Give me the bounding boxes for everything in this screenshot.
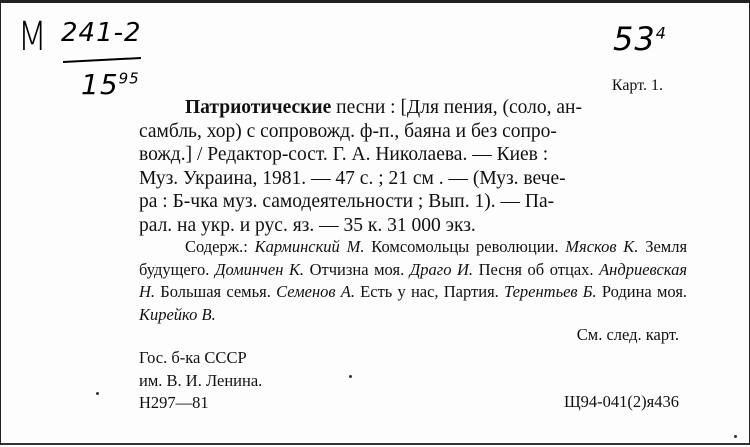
contents-author: Терентьев Б. [503, 282, 597, 301]
handwritten-number-sup: 4 [655, 23, 667, 43]
classification-code: Щ94-041(2)я436 [564, 392, 679, 411]
contents-author: Семенов А. [276, 282, 355, 301]
entry-line-6: рал. на укр. и рус. яз. — 35 к. 31 000 экз. [139, 214, 476, 236]
library-line-2: им. В. И. Ленина. [139, 370, 263, 390]
library-imprint [139, 347, 262, 415]
contents-author: Андриевская Н. [139, 259, 688, 301]
see-next-card: См. след. карт. [576, 325, 679, 344]
entry-line-3: вожд.] / Редактор-сост. Г. А. Николаева. — Киев : [139, 144, 549, 165]
contents-title: Комсомольцы революции. [371, 237, 559, 256]
contents-label: Содерж.: [185, 237, 248, 256]
library-line-1: Гос. б-ка СССР [139, 348, 247, 367]
contents-title: Родина моя. [601, 282, 688, 301]
card-top-edge [1, 0, 750, 3]
entry-line-2: самбль, хор) с сопровожд. ф-п., баяна и без сопро- [139, 120, 557, 142]
entry-line-5: ра : Б-чка муз. самодеятельности ; Вып. 1). — Па- [139, 191, 555, 212]
handwritten-call-bottom-main: 15 [81, 68, 119, 101]
contents-title: Песня об отцах. [478, 259, 594, 279]
contents-author: Мясков К. [565, 237, 639, 256]
handwritten-call-bottom [81, 68, 140, 101]
speck [734, 435, 737, 438]
handwritten-call-bottom-sup: 95 [118, 69, 140, 88]
bibliographic-entry [139, 96, 687, 237]
entry-title: Патриотические [185, 97, 332, 118]
card-bottom-edge [1, 443, 750, 445]
contents-title: Земля будущего. [139, 237, 688, 279]
contents-author: Карминский М. [254, 237, 365, 256]
contents-note [139, 236, 687, 326]
library-line-3: Н297—81 [139, 393, 209, 412]
contents-title: Большая семья. [160, 282, 271, 301]
contents-author: Доминчен К. [214, 259, 305, 279]
entry-line-1 [139, 96, 687, 120]
speck [349, 375, 352, 378]
contents-author: Драго И. [409, 259, 474, 279]
handwritten-number-main: 53 [613, 20, 656, 58]
contents-title: Есть у нас, Партия. [360, 282, 499, 301]
entry-line-1-text: песни : [Для пения, (соло, ан- [336, 97, 582, 118]
handwritten-call-letter: М [17, 14, 48, 60]
handwritten-number [613, 20, 667, 58]
entry-line-4: Муз. Украина, 1981. — 47 с. ; 21 см . — (Муз. вече- [139, 167, 566, 189]
handwritten-call-top: 241-2 [61, 18, 142, 48]
contents-author: Кирейко В. [139, 304, 216, 324]
handwritten-fraction-line [63, 57, 141, 63]
speck [96, 392, 99, 395]
card-number-label: Карт. 1. [611, 77, 663, 94]
contents-title: Отчизна моя. [309, 259, 405, 279]
